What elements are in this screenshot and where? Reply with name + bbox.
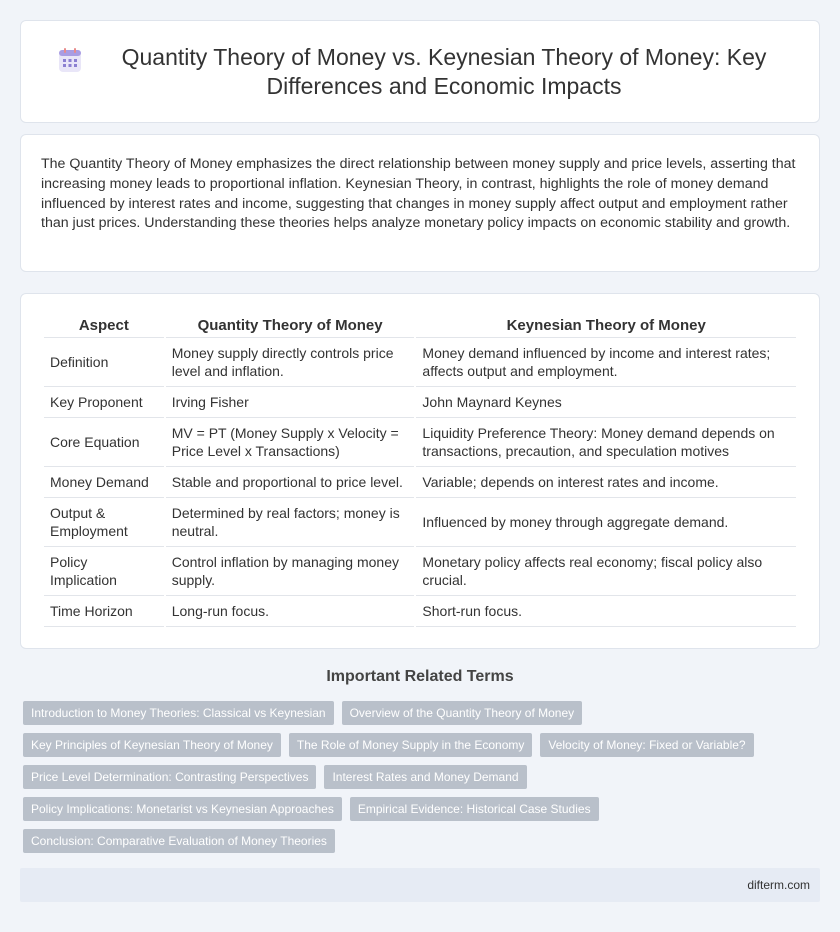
table-cell-quantity: Stable and proportional to price level. xyxy=(166,467,415,498)
related-term-link[interactable]: Overview of the Quantity Theory of Money xyxy=(342,701,583,725)
related-term-link[interactable]: The Role of Money Supply in the Economy xyxy=(289,733,532,757)
table-row xyxy=(44,596,796,627)
table-cell-keynesian: Liquidity Preference Theory: Money demand depends on transactions, precaution, and speculation motives xyxy=(416,418,796,467)
related-term-link[interactable]: Velocity of Money: Fixed or Variable? xyxy=(540,733,753,757)
table-cell-quantity: MV = PT (Money Supply x Velocity = Price Level x Transactions) xyxy=(166,418,415,467)
related-term-link[interactable]: Empirical Evidence: Historical Case Studies xyxy=(350,797,599,821)
footer xyxy=(20,868,820,902)
table-cell-aspect: Key Proponent xyxy=(44,387,164,418)
related-terms-list xyxy=(23,701,813,861)
table-cell-aspect: Time Horizon xyxy=(44,596,164,627)
related-term-link[interactable]: Conclusion: Comparative Evaluation of Money Theories xyxy=(23,829,335,853)
column-header-keynesian-theory: Keynesian Theory of Money xyxy=(416,314,796,338)
table-cell-aspect: Money Demand xyxy=(44,467,164,498)
intro-card xyxy=(20,134,820,272)
page-title: Quantity Theory of Money vs. Keynesian Theory of Money: Key Differences and Economic Impacts xyxy=(121,44,767,99)
header-card xyxy=(20,20,820,123)
comparison-table xyxy=(42,314,798,627)
table-cell-keynesian: Money demand influenced by income and interest rates; affects output and employment. xyxy=(416,338,796,387)
table-cell-keynesian: Short-run focus. xyxy=(416,596,796,627)
related-term-link[interactable]: Interest Rates and Money Demand xyxy=(324,765,526,789)
related-terms-heading: Important Related Terms xyxy=(326,668,514,685)
table-cell-keynesian: Monetary policy affects real economy; fiscal policy also crucial. xyxy=(416,547,796,596)
table-cell-aspect: Definition xyxy=(44,338,164,387)
table-row xyxy=(44,338,796,387)
table-row xyxy=(44,547,796,596)
related-term-link[interactable]: Price Level Determination: Contrasting Perspectives xyxy=(23,765,316,789)
related-term-link[interactable]: Policy Implications: Monetarist vs Keynesian Approaches xyxy=(23,797,342,821)
table-cell-quantity: Determined by real factors; money is neutral. xyxy=(166,498,415,547)
table-cell-aspect: Policy Implication xyxy=(44,547,164,596)
column-header-quantity-theory: Quantity Theory of Money xyxy=(166,314,415,338)
table-cell-quantity: Control inflation by managing money supply. xyxy=(166,547,415,596)
table-cell-quantity: Irving Fisher xyxy=(166,387,415,418)
table-cell-quantity: Long-run focus. xyxy=(166,596,415,627)
table-cell-aspect: Output & Employment xyxy=(44,498,164,547)
comparison-table-card xyxy=(20,293,820,649)
footer-domain[interactable]: difterm.com xyxy=(747,878,810,892)
table-cell-keynesian: Variable; depends on interest rates and income. xyxy=(416,467,796,498)
table-cell-aspect: Core Equation xyxy=(44,418,164,467)
table-row xyxy=(44,387,796,418)
related-term-link[interactable]: Key Principles of Keynesian Theory of Money xyxy=(23,733,281,757)
table-row xyxy=(44,467,796,498)
related-term-link[interactable]: Introduction to Money Theories: Classical vs Keynesian xyxy=(23,701,334,725)
table-cell-keynesian: John Maynard Keynes xyxy=(416,387,796,418)
table-header-row xyxy=(44,314,796,338)
column-header-aspect: Aspect xyxy=(44,314,164,338)
intro-paragraph: The Quantity Theory of Money emphasizes the direct relationship between money supply and price levels, asserting that increasing money leads to proportional inflation. Keynesian Theory, in contrast, highlights the role of money demand influenced by interest rates and income, suggesting that changes in money supply affect output and employment rather than just prices. Understanding these theories helps analyze monetary policy impacts on economic stability and growth. xyxy=(41,156,796,232)
table-cell-keynesian: Influenced by money through aggregate demand. xyxy=(416,498,796,547)
table-cell-quantity: Money supply directly controls price level and inflation. xyxy=(166,338,415,387)
spreadsheet-icon xyxy=(56,47,84,75)
table-row xyxy=(44,498,796,547)
table-row xyxy=(44,418,796,467)
